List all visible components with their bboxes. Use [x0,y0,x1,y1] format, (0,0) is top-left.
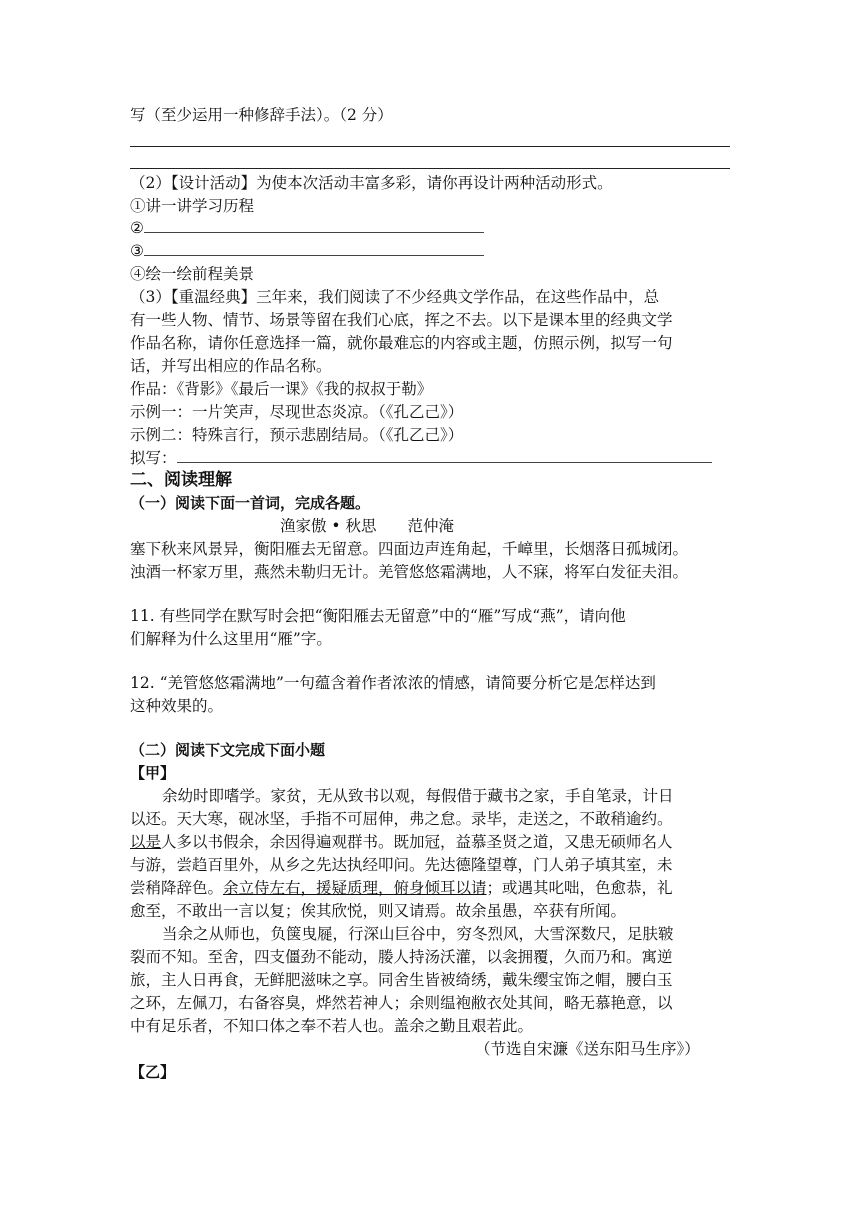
activity-item-2-number: ② [130,219,144,237]
passage-source: （节选自宋濂《送东阳马生序》） [475,1040,700,1058]
passage-p2-line-3: 旅，主人日再食，无鲜肥滋味之享。同舍生皆被绮绣，戴朱缨宝饰之帽，腰白玉 [130,971,673,989]
question-instruction-line: 写（至少运用一种修辞手法）。（2 分） [130,106,393,124]
classic-example-1: 示例一：一片笑声，尽现世态炎凉。（《孔乙己》） [130,403,464,421]
activity-item-4: ④绘一绘前程美景 [130,265,255,283]
classic-write-line [130,447,712,469]
activity-item-3-number: ③ [130,242,144,260]
passage-p2-line-2: 裂而不知。至舍，四支僵劲不能动，媵人持汤沃灌，以衾拥覆，久而乃和。寓逆 [130,948,673,966]
poem-line-1: 塞下秋来风景异，衡阳雁去无留意。四面边声连角起，千嶂里，长烟落日孤城闭。 [130,540,689,558]
part1-heading: （一）阅读下面一首词，完成各题。 [130,494,371,512]
passage-p1-line-5 [130,877,673,899]
activity-item-1: ①讲一讲学习历程 [130,197,255,215]
classic-write-label: 拟写： [130,449,177,467]
section-heading: 二、阅读理解 [130,470,232,490]
passage-p1-line-3 [130,831,673,853]
poem-line-2: 浊酒一杯家万里，燕然未勒归无计。羌管悠悠霜满地，人不寐，将军白发征夫泪。 [130,563,689,581]
activity-item-3 [130,240,484,262]
classic-question-line-1: （3）【重温经典】三年来，我们阅读了不少经典文学作品，在这些作品中，总 [130,288,660,306]
passage-p1-line-5-pre: 尝稍降辞色。 [130,879,224,897]
classic-question-line-2: 有一些人物、情节、场景等留在我们心底，挥之不去。以下是课本里的经典文学 [130,311,673,329]
underlined-phrase-yishi: 以是 [130,833,162,851]
classic-example-2: 示例二：特殊言行，预示悲剧结局。（《孔乙己》） [130,426,464,444]
passage-p2-line-5: 中有足乐者，不知口体之奉不若人也。盖余之勤且艰若此。 [130,1017,534,1035]
passage-p1-line-3-rest: 人多以书假余，余因得遍观群书。既加冠，益慕圣贤之道，又患无硕师名人 [161,833,673,851]
classic-question-line-3: 作品名称，请你任意选择一篇，就你最难忘的内容或主题，仿照示例，拟写一句 [130,334,673,352]
text-jia-label: 【甲】 [130,764,176,782]
activity-item-2-blank[interactable] [144,218,484,233]
answer-line-1[interactable] [130,146,730,147]
passage-p2-line-4: 之环，左佩刀，右备容臭，烨然若神人；余则缊袍敝衣处其间，略无慕艳意，以 [130,994,673,1012]
answer-line-2[interactable] [130,168,730,169]
part2-heading: （二）阅读下文完成下面小题 [130,741,326,759]
passage-p1-line-6: 愈至，不敢出一言以复；俟其欣悦，则又请焉。故余虽愚，卒获有所闻。 [130,902,627,920]
passage-p1-line-1: 余幼时即嗜学。家贫，无从致书以观，每假借于藏书之家，手自笔录，计日 [162,787,674,805]
classic-write-blank[interactable] [177,448,712,463]
question-12-line-1: 12. “羌管悠悠霜满地”一句蕴含着作者浓浓的情感，请简要分析它是怎样达到 [130,674,656,692]
question-11-line-1: 11. 有些同学在默写时会把“衡阳雁去无留意”中的“雁”写成“燕”，请向他 [130,607,626,625]
text-yi-label: 【乙】 [130,1063,176,1081]
passage-p1-line-4: 与游，尝趋百里外，从乡之先达执经叩问。先达德隆望尊，门人弟子填其室，未 [130,856,673,874]
classic-works: 作品：《背影》《最后一课》《我的叔叔于勒》 [130,380,433,398]
poem-title: 渔家傲 • 秋思 范仲淹 [280,517,454,535]
question-12-line-2: 这种效果的。 [130,697,224,715]
activity-item-3-blank[interactable] [144,241,484,256]
classic-question-line-4: 话，并写出相应的作品名称。 [130,357,332,375]
passage-p1-line-5-post: ；或遇其叱咄，色愈恭，礼 [486,879,673,897]
question-11-line-2: 们解释为什么这里用“雁”字。 [130,630,332,648]
passage-p2-line-1: 当余之从师也，负箧曳屣，行深山巨谷中，穷冬烈风，大雪深数尺，足肤皲 [162,925,674,943]
passage-p1-line-2: 以还。天大寒，砚冰坚，手指不可屈伸，弗之怠。录毕，走送之，不敢稍逾约。 [130,810,673,828]
underlined-sentence: 余立侍左右，援疑质理，俯身倾耳以请 [223,879,487,897]
activity-item-2 [130,217,484,239]
activity-question: （2）【设计活动】为使本次活动丰富多彩，请你再设计两种活动形式。 [130,174,613,192]
